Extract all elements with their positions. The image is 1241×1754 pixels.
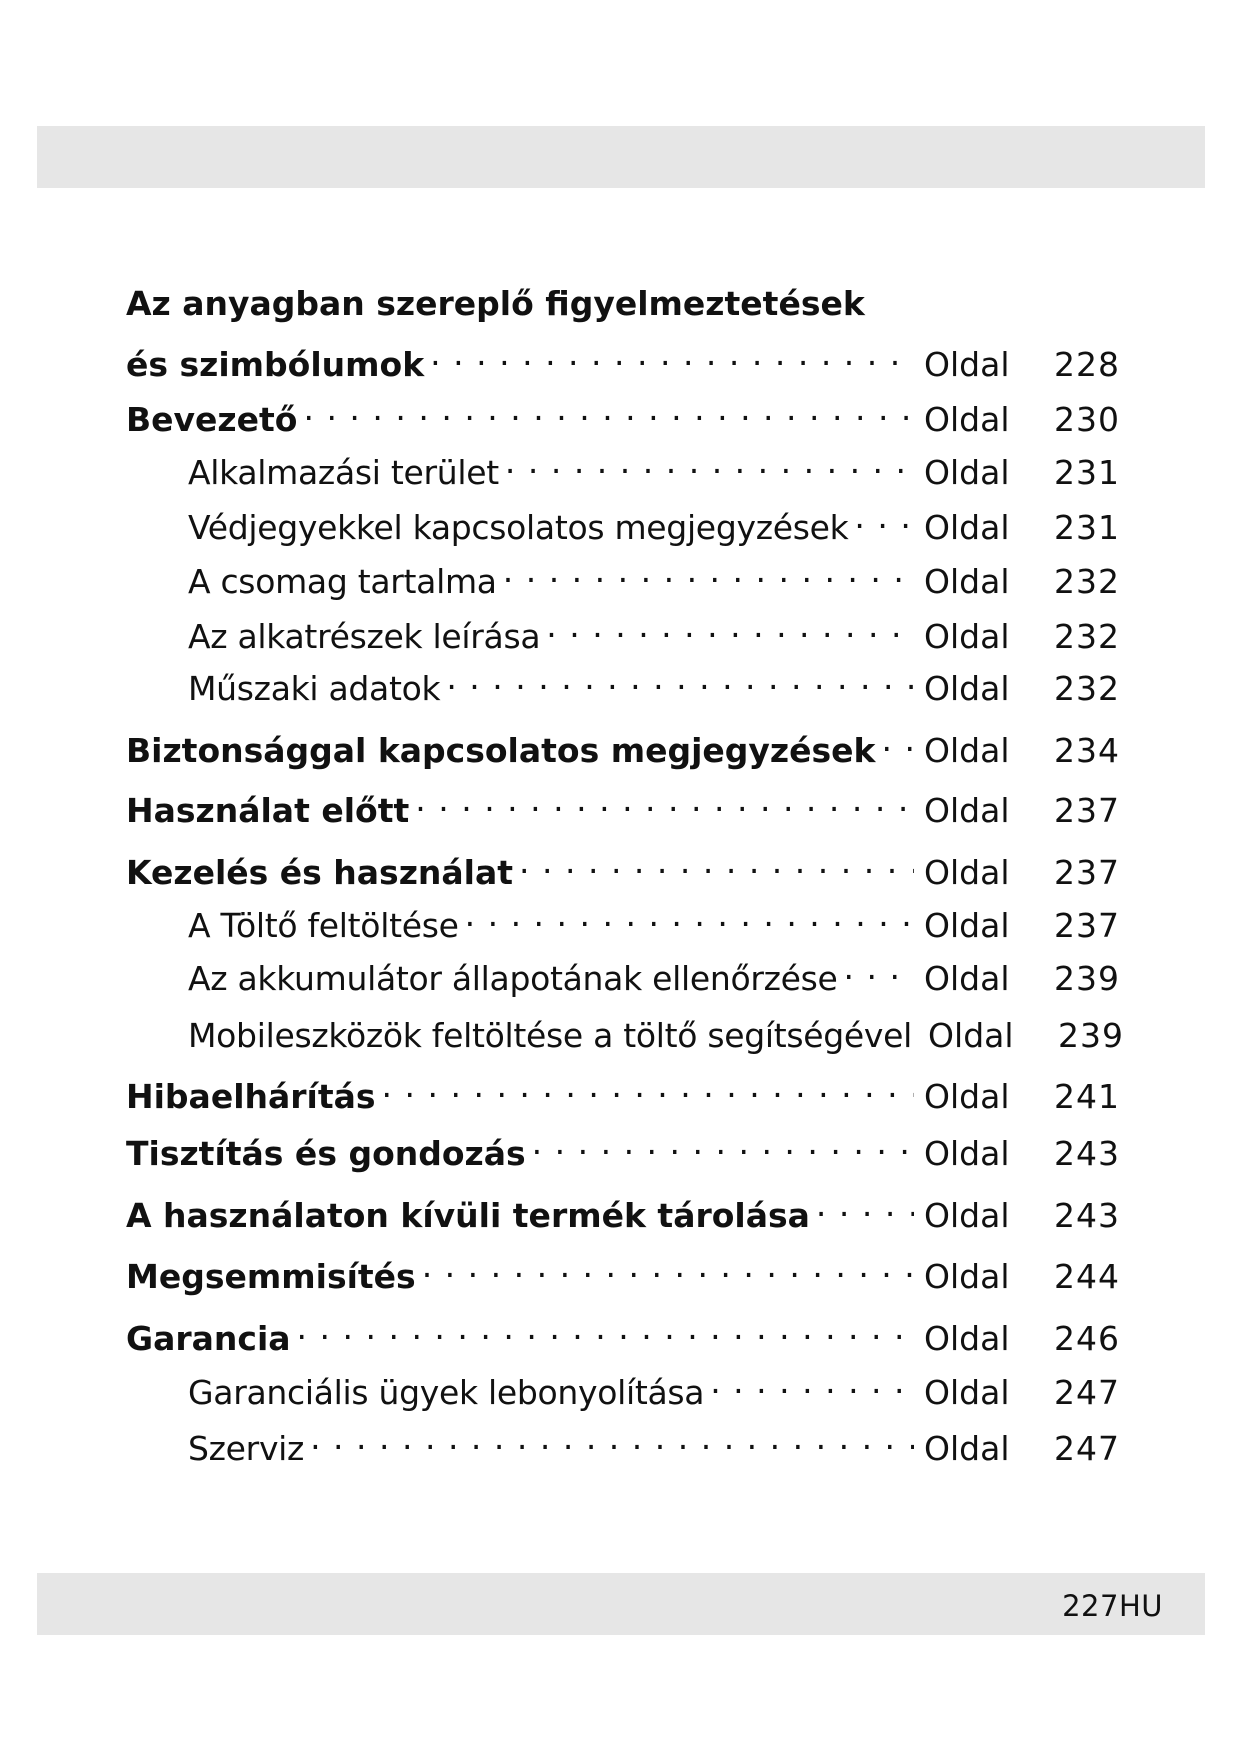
toc-entry[interactable]: [188, 440, 1120, 492]
page-word: Oldal: [924, 1429, 1010, 1468]
page-number: 247: [1054, 1429, 1120, 1468]
dot-leader: [303, 387, 914, 431]
toc-entry-title: Biztonsággal kapcsolatos megjegyzések: [126, 731, 876, 770]
toc-page-ref: [924, 667, 1120, 711]
page-word: Oldal: [924, 562, 1010, 601]
toc-page-ref: [928, 1014, 1124, 1058]
dot-leader: [503, 549, 914, 593]
page-number: 231: [1054, 508, 1120, 547]
page-number: 228: [1054, 345, 1120, 384]
page-number: 239: [1058, 1016, 1125, 1055]
toc-entry[interactable]: [126, 332, 1120, 384]
page-word: Oldal: [924, 1257, 1010, 1296]
page-word: Oldal: [924, 400, 1010, 439]
page-word: Oldal: [924, 731, 1010, 770]
page-number: 241: [1054, 1077, 1120, 1116]
toc-entry-title: és szimbólumok: [126, 345, 425, 384]
page-word: Oldal: [928, 1016, 1014, 1055]
toc-entry[interactable]: [126, 1306, 1120, 1358]
toc-entry-title: A Töltő feltöltése: [188, 906, 459, 945]
toc-entry[interactable]: [188, 946, 1120, 998]
page-number: 246: [1054, 1319, 1120, 1358]
page-number: 237: [1054, 906, 1120, 945]
page-word: Oldal: [924, 1319, 1010, 1358]
dot-leader: [446, 656, 914, 700]
page-word: Oldal: [924, 669, 1010, 708]
dot-leader: [710, 1360, 914, 1404]
page-word: Oldal: [924, 1196, 1010, 1235]
dot-leader: [422, 1244, 914, 1288]
toc-entry-title: Bevezető: [126, 400, 298, 439]
toc-entry-title: Védjegyekkel kapcsolatos megjegyzések: [188, 508, 849, 547]
toc-entry[interactable]: [188, 604, 1120, 656]
toc-page-ref: [924, 451, 1120, 495]
dot-leader: [415, 778, 914, 822]
toc-entry[interactable]: [188, 1360, 1120, 1412]
toc-entry-title: A használaton kívüli termék tárolása: [126, 1196, 810, 1235]
page-word: Oldal: [924, 906, 1010, 945]
toc-entry-title: Garanciális ügyek lebonyolítása: [188, 1373, 705, 1412]
page-number: 234: [1054, 731, 1120, 770]
toc-entry[interactable]: [126, 1064, 1120, 1116]
toc-entry-title: Garancia: [126, 1319, 291, 1358]
toc-page-ref: [924, 851, 1120, 895]
toc-entry-title-line1: Az anyagban szereplő figyelmeztetések: [126, 284, 865, 323]
page-word: Oldal: [924, 508, 1010, 547]
toc-entry-title: Az akkumulátor állapotának ellenőrzése: [188, 959, 838, 998]
dot-leader: [430, 332, 914, 376]
dot-leader: [297, 1306, 914, 1350]
toc-entry[interactable]: [126, 718, 1120, 770]
toc-entry-title: A csomag tartalma: [188, 562, 497, 601]
toc-page-ref: [924, 1427, 1120, 1471]
page-number: 237: [1054, 853, 1120, 892]
toc-page-ref: [924, 1255, 1120, 1299]
toc-entry-title: Kezelés és használat: [126, 853, 514, 892]
page-word: Oldal: [924, 1134, 1010, 1173]
toc-entry-title: Mobileszközök feltöltése a töltő segítségével: [188, 1016, 913, 1055]
page-number: 243: [1054, 1134, 1120, 1173]
toc-page-ref: [924, 1075, 1120, 1119]
toc-page-ref: [924, 615, 1120, 659]
dot-leader: [844, 946, 914, 990]
dot-leader: [532, 1121, 914, 1165]
toc-entry-title: Hibaelhárítás: [126, 1077, 376, 1116]
dot-leader: [816, 1183, 914, 1227]
page-word: Oldal: [924, 791, 1010, 830]
page-number: 243: [1054, 1196, 1120, 1235]
toc-entry[interactable]: [126, 778, 1120, 830]
toc-page-ref: [924, 506, 1120, 550]
page-word: Oldal: [924, 1077, 1010, 1116]
footer-band: [37, 1573, 1205, 1635]
page-number: 232: [1054, 562, 1120, 601]
toc-entry-title: Az alkatrészek leírása: [188, 617, 541, 656]
dot-leader: [465, 893, 914, 937]
page-word: Oldal: [924, 959, 1010, 998]
page-footer-number: 227HU: [1062, 1589, 1163, 1623]
toc-entry-title: Használat előtt: [126, 791, 410, 830]
page-word: Oldal: [924, 345, 1010, 384]
dot-leader: [546, 604, 914, 648]
page-word: Oldal: [924, 453, 1010, 492]
page-number: 231: [1054, 453, 1120, 492]
toc-entry-title: Szerviz: [188, 1429, 305, 1468]
toc-entry[interactable]: [188, 656, 1120, 708]
page-number: 232: [1054, 617, 1120, 656]
toc-page-ref: [924, 1371, 1120, 1415]
toc-page-ref: [924, 398, 1120, 442]
toc-entry[interactable]: [126, 1183, 1120, 1235]
dot-leader: [519, 840, 914, 884]
toc-page-ref: [924, 343, 1120, 387]
page-number: 237: [1054, 791, 1120, 830]
dot-leader: [382, 1064, 914, 1108]
toc-page-ref: [924, 560, 1120, 604]
dot-leader: [505, 440, 914, 484]
dot-leader: [881, 718, 914, 762]
toc-page-ref: [924, 1194, 1120, 1238]
toc-entry[interactable]: [188, 1416, 1120, 1468]
toc-entry[interactable]: [126, 1121, 1120, 1173]
toc-page-ref: [924, 904, 1120, 948]
toc-entry-title: Alkalmazási terület: [188, 453, 499, 492]
toc-page-ref: [924, 1132, 1120, 1176]
toc-entry[interactable]: [126, 387, 1120, 439]
toc-entry[interactable]: [188, 495, 1120, 547]
toc-entry-title: Megsemmisítés: [126, 1257, 416, 1296]
toc-page-ref: [924, 957, 1120, 1001]
toc-entry[interactable]: [126, 840, 1120, 892]
page-number: 247: [1054, 1373, 1120, 1412]
page-number: 232: [1054, 669, 1120, 708]
page-word: Oldal: [924, 853, 1010, 892]
dot-leader: [310, 1416, 914, 1460]
toc-entry[interactable]: [188, 549, 1120, 601]
toc-entry[interactable]: [126, 1244, 1120, 1296]
page-word: Oldal: [924, 617, 1010, 656]
toc-page-ref: [924, 789, 1120, 833]
toc-entry[interactable]: [188, 1003, 1125, 1055]
toc-entry-title: Tisztítás és gondozás: [126, 1134, 526, 1173]
toc-page-ref: [924, 729, 1120, 773]
page-number: 239: [1054, 959, 1120, 998]
toc-entry[interactable]: [188, 893, 1120, 945]
dot-leader: [854, 495, 914, 539]
page-number: 230: [1054, 400, 1120, 439]
toc-page-ref: [924, 1317, 1120, 1361]
page-number: 244: [1054, 1257, 1120, 1296]
toc-entry-title: Műszaki adatok: [188, 669, 441, 708]
page-word: Oldal: [924, 1373, 1010, 1412]
